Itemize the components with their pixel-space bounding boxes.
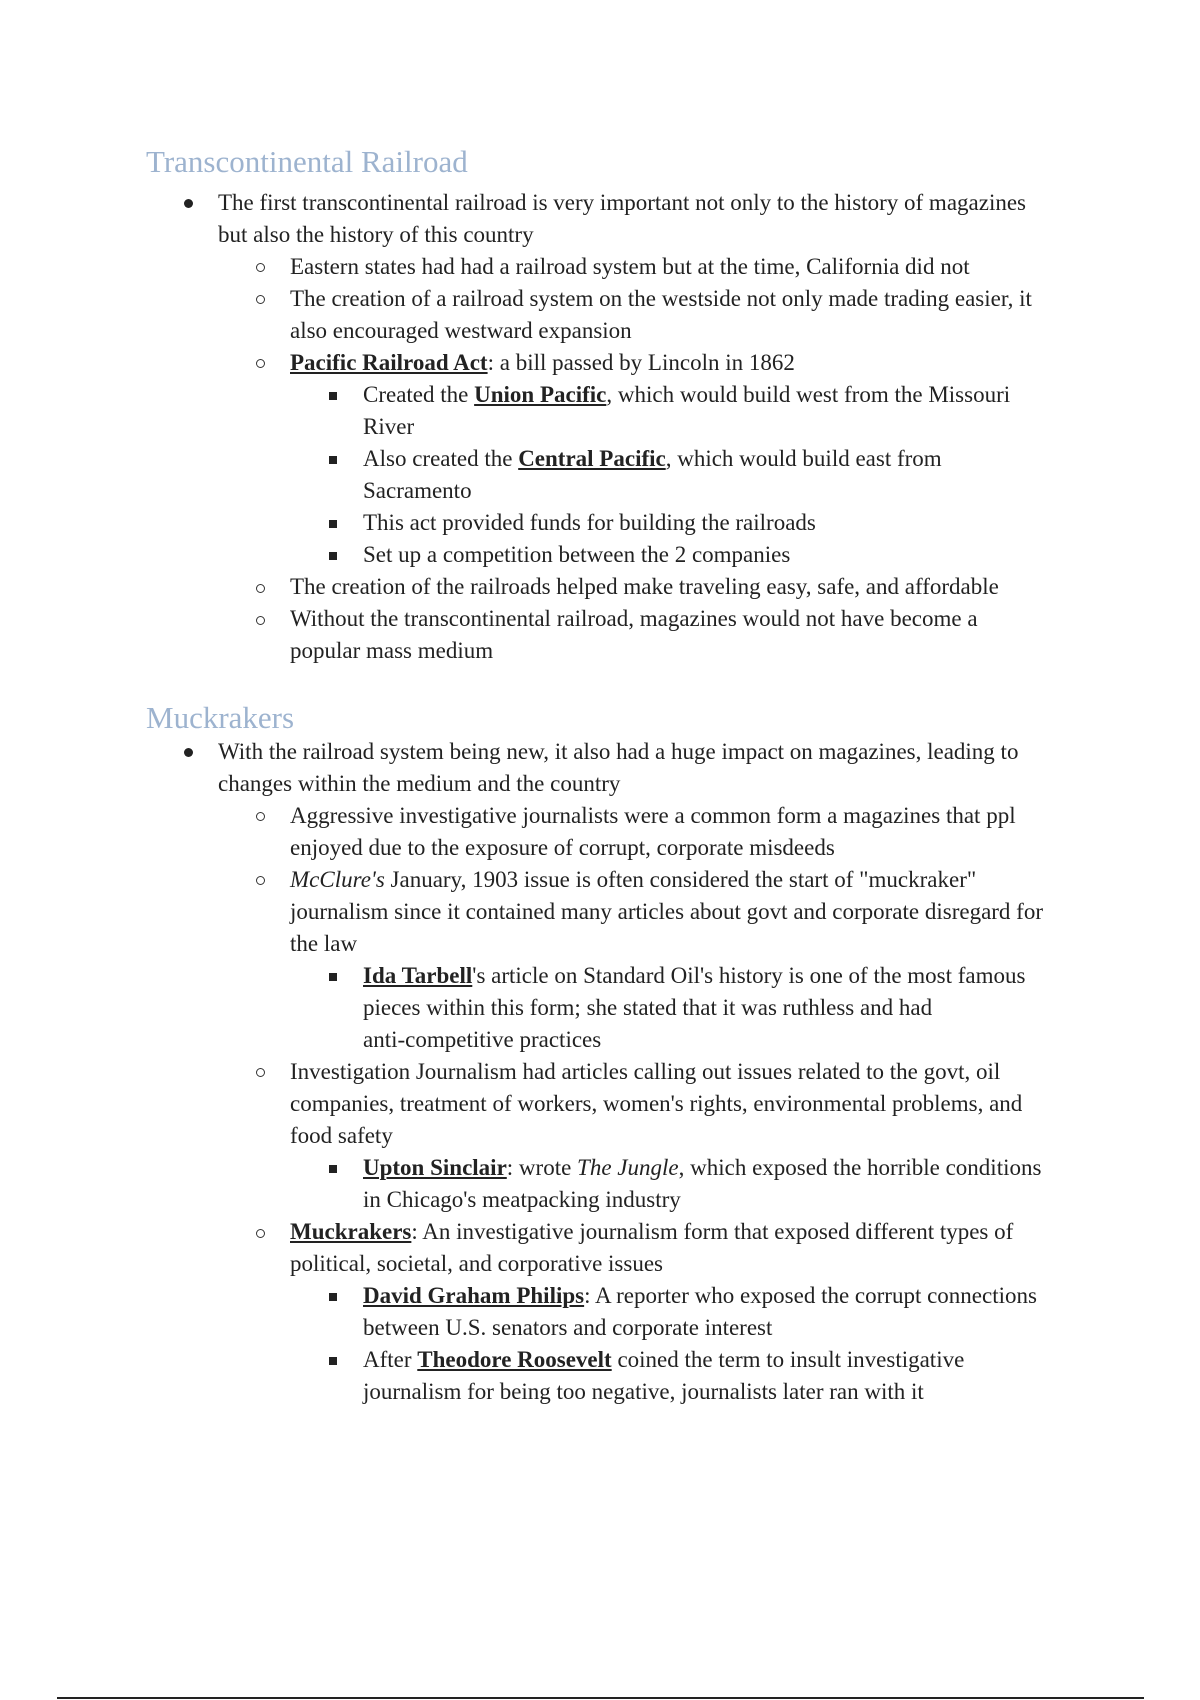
bullet-circle	[256, 812, 265, 821]
subbullet-line: Pacific Railroad Act: a bill passed by Lincoln in 1862	[290, 350, 795, 375]
tertiary-text: anti-competitive practices	[363, 1027, 602, 1052]
bullet-circle	[256, 1068, 265, 1077]
bullet-text: but also the history of this country	[218, 222, 534, 247]
bullet-circle	[256, 616, 265, 625]
subbullet-text: political, societal, and corporative issues	[290, 1251, 663, 1276]
tertiary-text: between U.S. senators and corporate interest	[363, 1315, 773, 1340]
subbullet-line: Muckrakers: An investigative journalism form that exposed different types of	[290, 1219, 1014, 1244]
page-bottom-rule	[57, 1697, 1144, 1699]
tertiary-text: journalism for being too negative, journalists later ran with it	[363, 1379, 924, 1404]
tertiary-line: After Theodore Roosevelt coined the term to insult investigative	[363, 1347, 965, 1372]
bullet-square	[329, 1165, 337, 1173]
bullet-circle	[256, 1229, 265, 1238]
bullet-text: With the railroad system being new, it also had a huge impact on magazines, leading to	[218, 739, 1019, 764]
subbullet-text: food safety	[290, 1123, 393, 1148]
subbullet-line: McClure's January, 1903 issue is often considered the start of "muckraker"	[290, 867, 977, 892]
subbullet-text: The creation of the railroads helped make traveling easy, safe, and affordable	[290, 574, 999, 599]
bullet-square	[329, 973, 337, 981]
tertiary-text: pieces within this form; she stated that it was ruthless and had	[363, 995, 933, 1020]
tertiary-text: in Chicago's meatpacking industry	[363, 1187, 681, 1212]
tertiary-line: Upton Sinclair: wrote The Jungle, which exposed the horrible conditions	[363, 1155, 1042, 1180]
key-term: Central Pacific	[518, 446, 666, 471]
tertiary-text: Set up a competition between the 2 companies	[363, 542, 791, 567]
tertiary-line: Ida Tarbell's article on Standard Oil's history is one of the most famous	[363, 963, 1026, 988]
bullet-dot	[184, 748, 193, 757]
subbullet-text: Without the transcontinental railroad, magazines would not have become a	[290, 606, 978, 631]
section-heading-railroad: Transcontinental Railroad	[146, 144, 468, 179]
tertiary-text: River	[363, 414, 415, 439]
publication-title: McClure's	[290, 867, 385, 892]
book-title: The Jungle	[577, 1155, 679, 1180]
subbullet-text: companies, treatment of workers, women's rights, environmental problems, and	[290, 1091, 1023, 1116]
bullet-square	[329, 1357, 337, 1365]
subbullet-text: the law	[290, 931, 358, 956]
bullet-square	[329, 456, 337, 464]
bullet-text: changes within the medium and the country	[218, 771, 621, 796]
section-heading-muckrakers: Muckrakers	[146, 700, 295, 735]
bullet-circle	[256, 295, 265, 304]
subbullet-text: popular mass medium	[290, 638, 494, 663]
bullet-square	[329, 1293, 337, 1301]
subbullet-text: Investigation Journalism had articles calling out issues related to the govt, oil	[290, 1059, 1001, 1084]
bullet-square	[329, 520, 337, 528]
tertiary-text: This act provided funds for building the railroads	[363, 510, 816, 535]
subbullet-text: also encouraged westward expansion	[290, 318, 632, 343]
subbullet-text: enjoyed due to the exposure of corrupt, corporate misdeeds	[290, 835, 835, 860]
key-term: Theodore Roosevelt	[417, 1347, 612, 1372]
bullet-circle	[256, 584, 265, 593]
tertiary-text: Sacramento	[363, 478, 472, 503]
subbullet-text: The creation of a railroad system on the westside not only made trading easier, it	[290, 286, 1032, 311]
key-term: Upton Sinclair	[363, 1155, 507, 1180]
subbullet-text: Aggressive investigative journalists were a common form a magazines that ppl	[290, 803, 1016, 828]
key-term: Ida Tarbell	[363, 963, 473, 988]
key-term: Muckrakers	[290, 1219, 412, 1244]
subbullet-text: Eastern states had had a railroad system but at the time, California did not	[290, 254, 970, 279]
bullet-dot	[184, 199, 193, 208]
bullet-square	[329, 552, 337, 560]
bullet-circle	[256, 263, 265, 272]
bullet-circle	[256, 876, 265, 885]
bullet-square	[329, 392, 337, 400]
key-term: Pacific Railroad Act	[290, 350, 488, 375]
subbullet-text: journalism since it contained many articles about govt and corporate disregard for	[290, 899, 1044, 924]
bullet-circle	[256, 359, 265, 368]
tertiary-line: Created the Union Pacific, which would build west from the Missouri	[363, 382, 1011, 407]
tertiary-line: Also created the Central Pacific, which would build east from	[363, 446, 942, 471]
key-term: David Graham Philips	[363, 1283, 585, 1308]
key-term: Union Pacific	[474, 382, 607, 407]
tertiary-line: David Graham Philips: A reporter who exposed the corrupt connections	[363, 1283, 1037, 1308]
bullet-text: The first transcontinental railroad is very important not only to the history of magazines	[218, 190, 1026, 215]
